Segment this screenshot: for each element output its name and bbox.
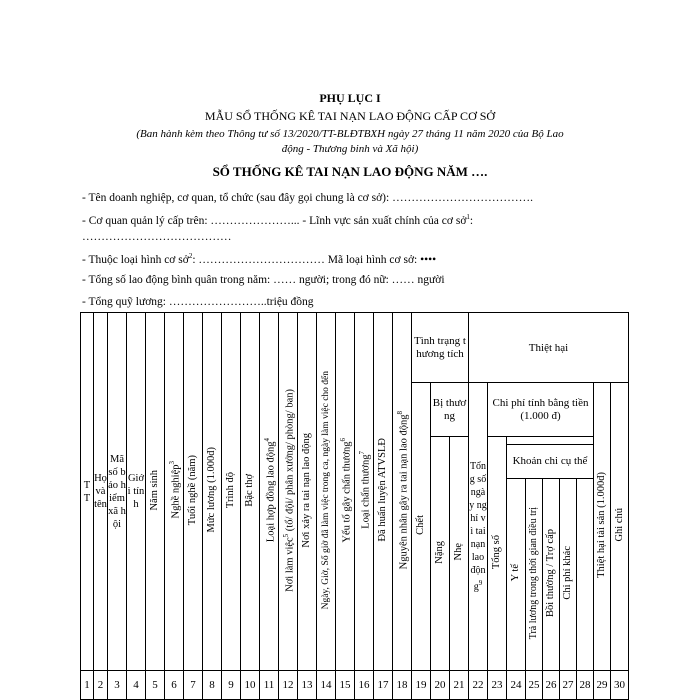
book-title: SỔ THỐNG KÊ TAI NẠN LAO ĐỘNG NĂM …. <box>212 164 488 179</box>
header-accident-cause-label <box>394 411 411 569</box>
column-number: 29 <box>594 671 611 700</box>
field-average-workers: - Tổng số lao động bình quân trong năm: …… người; trong đó nữ: …… người <box>82 274 445 286</box>
header-severe <box>431 437 450 671</box>
header-seniority <box>184 313 203 671</box>
column-number: 28 <box>577 671 594 700</box>
issued-note-line2: động - Thương binh và Xã hội) <box>281 143 419 155</box>
column-number: 4 <box>127 671 146 700</box>
header-cost <box>488 383 594 437</box>
header-safety-training <box>374 313 393 671</box>
column-number: 18 <box>393 671 412 700</box>
column-number: 27 <box>560 671 577 700</box>
footnote-4: 4 <box>262 437 271 442</box>
footnote-2: 2 <box>188 252 193 260</box>
field-business-type-label: - Thuộc loại hình cơ sở <box>82 253 189 266</box>
column-number: 12 <box>279 671 298 700</box>
header-injury-type-text: Loại chấn thương <box>360 454 372 529</box>
footnote-5: 5 <box>281 533 290 537</box>
header-tt-label: TT <box>83 479 91 504</box>
header-education-label: Trình độ <box>225 471 236 509</box>
header-contract-type-label <box>261 438 278 542</box>
header-name <box>94 313 108 671</box>
header-gender <box>127 313 146 671</box>
column-number: 23 <box>488 671 507 700</box>
column-number: 21 <box>450 671 469 700</box>
header-salary-label: Mức lương (1.000đ) <box>206 447 217 533</box>
header-death <box>412 383 431 671</box>
header-days-off <box>469 383 488 671</box>
footnote-8: 8 <box>395 410 404 415</box>
column-number: 19 <box>412 671 431 700</box>
header-spacer <box>507 437 594 445</box>
header-minor-label: Nhẹ <box>453 543 464 561</box>
header-education <box>222 313 241 671</box>
column-number: 22 <box>469 671 488 700</box>
header-tt <box>81 313 94 671</box>
header-medical <box>507 479 526 671</box>
header-accident-place <box>298 313 317 671</box>
header-injury-type <box>355 313 374 671</box>
header-injury-factor-text: Yếu tố gây chấn thương <box>341 441 353 543</box>
header-workplace-label <box>280 389 297 592</box>
header-workplace-text: Nơi làm việc <box>284 536 296 592</box>
header-other-costs <box>560 479 577 671</box>
header-birth-year-label: Năm sinh <box>149 469 160 511</box>
column-number: 5 <box>146 671 165 700</box>
header-injury-factor-label <box>337 438 354 543</box>
column-number: 8 <box>203 671 222 700</box>
header-cost-total-label: Tổng số <box>491 534 502 570</box>
header-injury-status <box>412 313 469 383</box>
header-salary <box>203 313 222 671</box>
column-number: 11 <box>260 671 279 700</box>
header-cost-total <box>488 437 507 671</box>
column-number: 3 <box>108 671 127 700</box>
header-injury-status-label: Tình trạng thương tích <box>414 334 466 360</box>
header-days-off-text: Tổng số ngày nghỉ vì tai nạn lao động <box>469 460 487 593</box>
header-accident-time-label: Ngày, Giờ, Số giờ đã làm việc trong ca, ngày làm việc cho đến <box>321 370 331 610</box>
column-number: 24 <box>507 671 526 700</box>
field-managing-agency-text: - Cơ quan quản lý cấp trên: …………………... - Lĩnh vực sản xuất chính của cơ sở <box>82 214 467 227</box>
form-title: MẪU SỔ THỐNG KÊ TAI NẠN LAO ĐỘNG CẤP CƠ SỞ <box>204 109 496 123</box>
column-number: 13 <box>298 671 317 700</box>
header-accident-place-label: Nơi xảy ra tai nạn lao động <box>301 432 312 548</box>
column-number: 9 <box>222 671 241 700</box>
footnote-9: 9 <box>478 578 483 587</box>
header-property-damage <box>594 383 611 671</box>
field-managing-agency <box>82 213 473 227</box>
header-name-label: Họ và tên <box>94 473 107 510</box>
header-workplace-detail: (tổ/ đội/ phân xưởng/ phòng/ ban) <box>284 388 296 534</box>
header-injured <box>431 383 469 437</box>
footnote-3: 3 <box>167 461 176 465</box>
column-number: 1 <box>81 671 94 700</box>
footnote-1: 1 <box>466 213 470 221</box>
header-birth-year <box>146 313 165 671</box>
column-number: 6 <box>165 671 184 700</box>
column-numbers-row <box>81 671 629 700</box>
header-death-label: Chết <box>415 515 426 535</box>
header-accident-cause <box>393 313 412 671</box>
column-number: 14 <box>317 671 336 700</box>
header-other-costs-label: Chi phí khác <box>562 546 573 600</box>
header-damage-label: Thiệt hại <box>528 341 569 354</box>
accident-statistics-table <box>80 312 629 700</box>
column-number: 30 <box>611 671 629 700</box>
header-notes <box>611 383 629 671</box>
header-injury-factor <box>336 313 355 671</box>
footnote-7: 7 <box>357 451 366 455</box>
column-number: 7 <box>184 671 203 700</box>
header-damage <box>469 313 629 383</box>
header-salary-treatment <box>526 479 543 671</box>
issued-note <box>0 127 700 157</box>
column-number: 10 <box>241 671 260 700</box>
header-gender-label: Giới tính <box>127 473 145 510</box>
field-total-payroll: - Tổng quỹ lương: ……………………..triệu đồng <box>82 296 314 308</box>
header-compensation-label: Bồi thường / Trợ cấp <box>545 529 556 617</box>
header-medical-label: Y tế <box>510 564 521 582</box>
column-number: 25 <box>526 671 543 700</box>
field-business-type-code: : …………………………… Mã loại hình cơ sở: •••• <box>192 253 437 266</box>
appendix-title: PHỤ LỤC I <box>319 91 381 105</box>
field-organization-name: - Tên doanh nghiệp, cơ quan, tổ chức (sau đây gọi chung là cơ sở): ………………………………. <box>82 192 533 204</box>
header-occupation-label <box>166 461 183 518</box>
header-salary-treatment-label: Trả lương trong thời gian điều trị <box>528 506 539 640</box>
header-workplace <box>279 313 298 671</box>
header-injured-label: Bị thương <box>432 396 467 422</box>
header-contract-type <box>260 313 279 671</box>
header-contract-type-text: Loại hợp đồng lao động <box>265 441 277 543</box>
header-notes-label: Ghi chú <box>613 508 625 542</box>
column-number: 26 <box>543 671 560 700</box>
header-occupation <box>165 313 184 671</box>
header-seniority-label: Tuổi nghề (năm) <box>187 454 198 526</box>
header-detail-expenses <box>507 445 594 479</box>
column-number: 15 <box>336 671 355 700</box>
header-compensation <box>543 479 560 671</box>
footnote-6: 6 <box>338 437 347 442</box>
header-injury-type-label <box>356 451 373 529</box>
header-accident-cause-text: Nguyên nhân gây ra tai nạn lao động <box>398 414 410 570</box>
field-managing-agency-colon: : <box>469 214 474 227</box>
field-business-type <box>82 252 436 266</box>
field-production-sector-blank: ………………………………… <box>82 231 232 243</box>
header-cost-label: Chi phí tính bằng tiền (1.000 đ) <box>492 396 589 422</box>
header-social-insurance-label: Mã số bảo hiểm xã hội <box>108 453 126 530</box>
header-blank-detail <box>577 479 594 671</box>
header-social-insurance <box>108 313 127 671</box>
header-occupation-text: Nghề nghiệp <box>170 464 182 519</box>
column-number: 17 <box>374 671 393 700</box>
header-detail-expenses-label: Khoản chi cụ thể <box>512 455 588 467</box>
header-skill-grade-label: Bậc thợ <box>244 473 255 507</box>
header-safety-training-label: Đã huấn luyện ATVSLĐ <box>377 438 388 542</box>
issued-note-line1: (Ban hành kèm theo Thông tư số 13/2020/TT-BLĐTBXH ngày 27 tháng 11 năm 2020 của Bộ Lao <box>136 128 564 140</box>
header-skill-grade <box>241 313 260 671</box>
header-property-damage-label: Thiệt hại tài sản (1.000đ) <box>596 472 607 578</box>
header-accident-time <box>317 313 336 671</box>
column-number: 2 <box>94 671 108 700</box>
header-minor <box>450 437 469 671</box>
header-severe-label: Nặng <box>434 540 445 564</box>
column-number: 20 <box>431 671 450 700</box>
column-number: 16 <box>355 671 374 700</box>
